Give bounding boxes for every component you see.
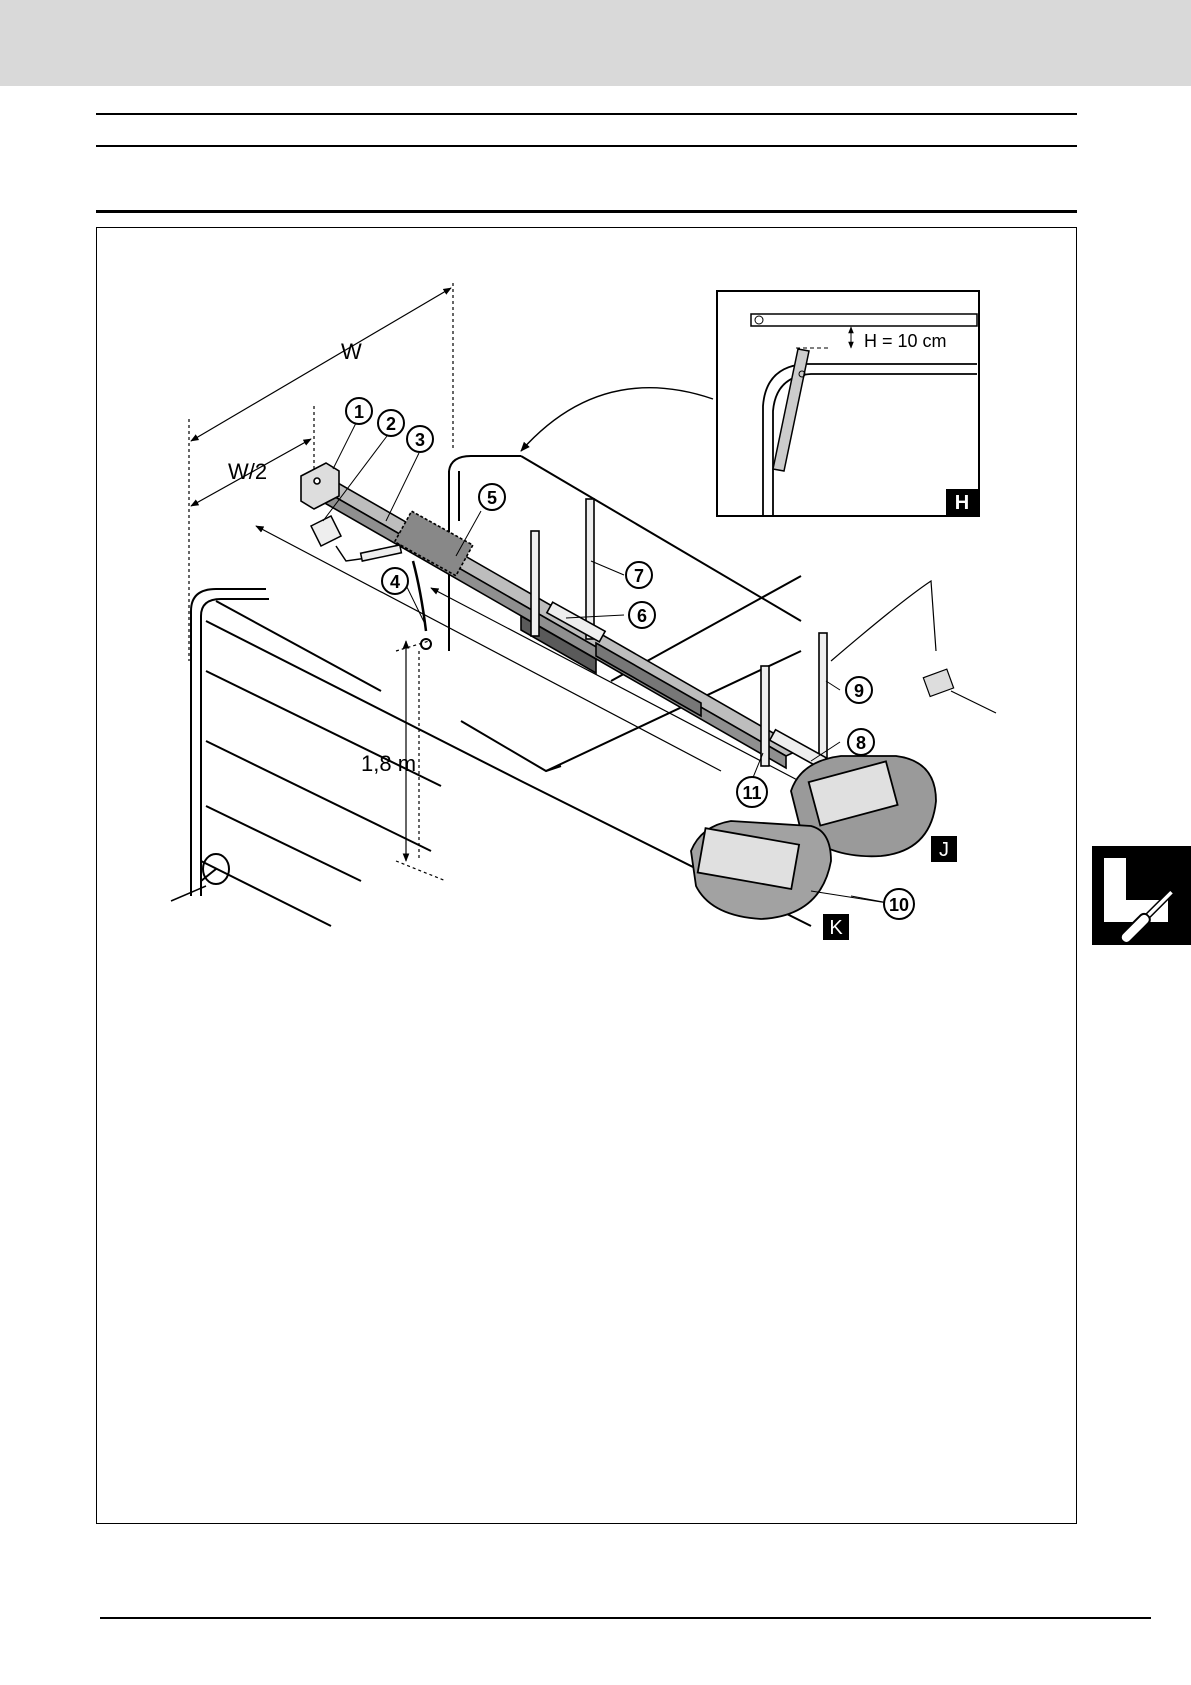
callout-3 [407, 426, 433, 452]
section-rule [96, 210, 1077, 213]
svg-text:5: 5 [486, 488, 498, 508]
dimension-label-w: W [341, 339, 362, 364]
installation-diagram [97, 228, 1076, 1523]
svg-text:8: 8 [855, 733, 867, 753]
svg-text:9: 9 [853, 681, 865, 701]
callout-4 [382, 568, 408, 594]
svg-text:1: 1 [353, 402, 365, 422]
view-label-j: J [939, 839, 949, 861]
callout-9 [846, 677, 872, 703]
detail-inset-h [717, 291, 979, 516]
release-cord [413, 561, 426, 631]
dimension-label-height: 1,8 m [361, 751, 417, 776]
inset-label-h: H [954, 492, 970, 514]
rail [316, 479, 801, 768]
footer-rule [100, 1617, 1151, 1619]
svg-text:4: 4 [389, 572, 401, 592]
inset-measure-label: H = 10 cm [864, 331, 947, 351]
callout-7 [626, 562, 652, 588]
svg-text:7: 7 [633, 566, 645, 586]
section-tab [1092, 846, 1191, 945]
svg-text:2: 2 [385, 414, 397, 434]
callout-1 [346, 398, 372, 424]
callout-2 [378, 410, 404, 436]
dimension-label-w-half: W/2 [228, 459, 268, 484]
svg-text:11: 11 [742, 783, 762, 803]
svg-text:6: 6 [636, 606, 648, 626]
callout-6 [629, 602, 655, 628]
installation-tools-icon [1092, 846, 1191, 945]
header-rule-1 [96, 113, 1077, 115]
callout-5 [479, 484, 505, 510]
svg-text:10: 10 [888, 895, 910, 915]
callout-11 [737, 777, 767, 807]
callout-8 [848, 729, 874, 755]
motor-unit-k [691, 821, 831, 919]
header-band [0, 0, 1191, 86]
door-handle [201, 854, 229, 884]
inset-pointer-arrow [521, 388, 713, 451]
callout-10 [884, 889, 914, 919]
release-handle [421, 639, 431, 649]
header-rule-2 [96, 145, 1077, 147]
figure-frame [96, 227, 1077, 1524]
view-label-k: K [829, 917, 843, 939]
svg-text:3: 3 [414, 430, 426, 450]
